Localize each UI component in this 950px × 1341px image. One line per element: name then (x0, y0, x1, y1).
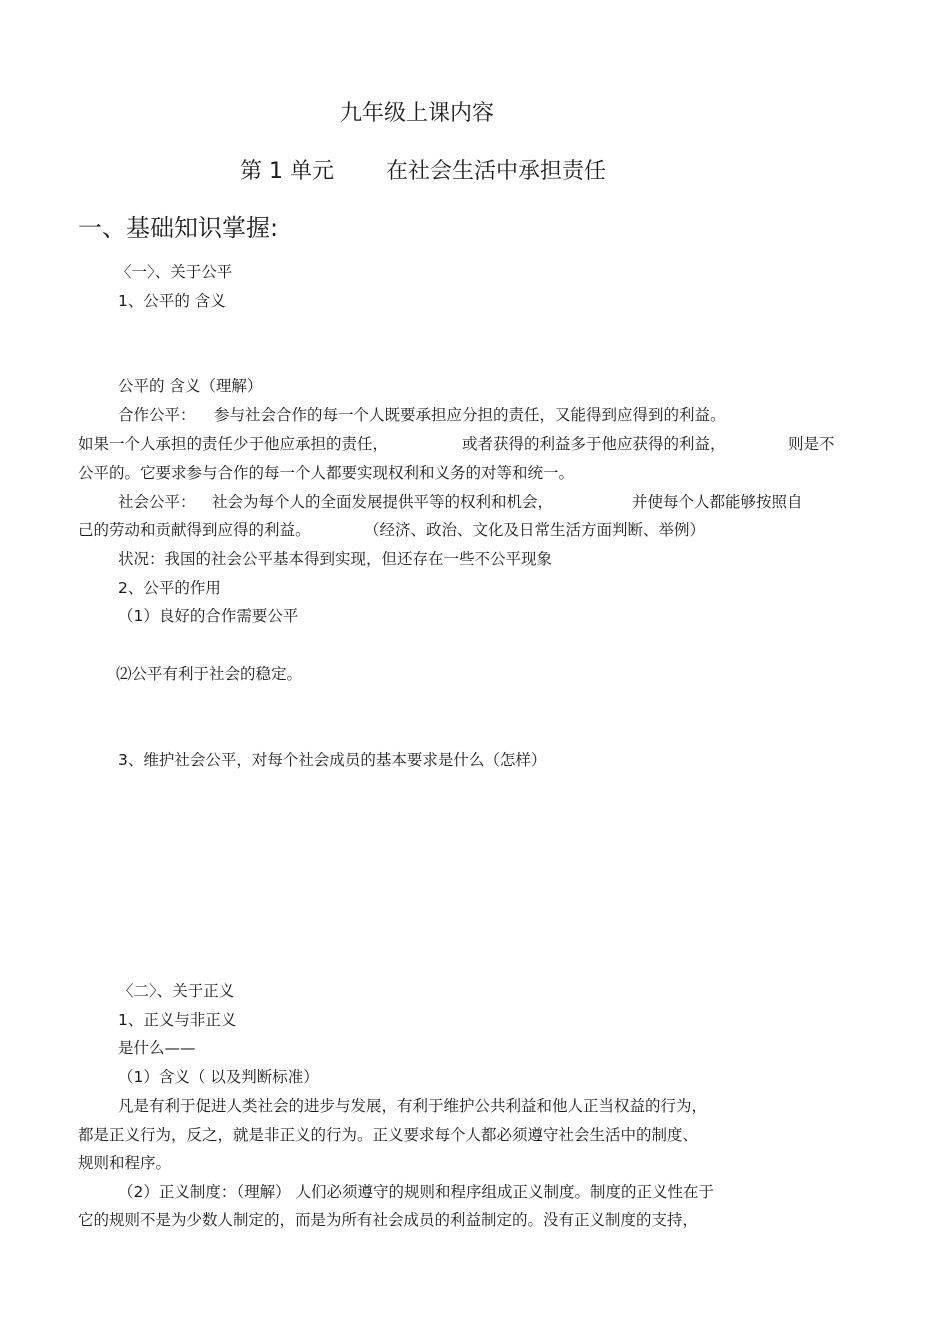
page-title: 九年级上课内容 (340, 101, 495, 126)
justice-sys-line1: （2）正义制度：（理解） 人们必须遵守的规则和程序组成正义制度。制度的正义性在于 (118, 1183, 715, 1201)
fairness-status: 状况：我国的社会公平基本得到实现，但还存在一些不公平现象 (118, 550, 553, 568)
social-line2-a: 己的劳动和贡献得到应得的利益。 (78, 521, 311, 539)
unit-title: 在社会生活中承担责任 (386, 159, 607, 184)
social-fairness-label: 社会公平： (118, 493, 196, 511)
social-line1-c: 并使每个人都能够按照自 (632, 493, 803, 511)
justice-def-line3: 规则和程序。 (78, 1154, 172, 1172)
coop-line2-a: 如果一个人承担的责任少于他应承担的责任， (78, 435, 389, 453)
justice-sys-line2: 它的规则不是为少数人制定的，而是为所有社会成员的利益制定的。没有正义制度的支持， (78, 1211, 699, 1229)
fairness-q3: 3、维护社会公平，对每个社会成员的基本要求是什么（怎样） (118, 751, 547, 769)
fairness-role2: ⑵公平有利于社会的稳定。 (116, 665, 303, 683)
justice-q1: 1、正义与非正义 (118, 1011, 237, 1029)
coop-fairness-label: 合作公平： (118, 406, 196, 424)
coop-fairness-text: 参与社会合作的每一个人既要承担应分担的责任，又能得到应得到的利益。 (214, 406, 726, 424)
justice-what: 是什么—— (118, 1039, 196, 1057)
coop-line2-b: 或者获得的利益多于他应获得的利益， (462, 435, 726, 453)
justice-heading: 〈二〉、关于正义 (118, 982, 235, 1000)
fairness-meaning-label: 公平的 含义（理解） (118, 377, 263, 395)
coop-line2-c: 则是不 (788, 435, 835, 453)
justice-def-label: （1）含义（ 以及判断标准） (118, 1068, 319, 1086)
fairness-q2: 2、公平的作用 (118, 579, 221, 597)
justice-def-line2: 都是正义行为，反之，就是非正义的行为。正义要求每个人都必须遵守社会生活中的制度、 (78, 1126, 699, 1144)
social-line2-b: （经济、政治、文化及日常生活方面判断、举例） (364, 521, 706, 539)
justice-def-line1: 凡是有利于促进人类社会的进步与发展，有利于维护公共利益和他人正当权益的行为， (118, 1097, 708, 1115)
section-heading: 一、基础知识掌握: (78, 214, 279, 242)
fairness-q1: 1、公平的 含义 (118, 292, 226, 310)
social-line1-b: 社会为每个人的全面发展提供平等的权利和机会， (212, 493, 554, 511)
fairness-heading: 〈一〉、关于公平 (116, 263, 233, 281)
fairness-role1: （1）良好的合作需要公平 (118, 607, 299, 625)
unit-label: 第 1 单元 (240, 159, 334, 184)
coop-line3: 公平的。它要求参与合作的每一个人都要实现权利和义务的对等和统一。 (78, 464, 575, 482)
